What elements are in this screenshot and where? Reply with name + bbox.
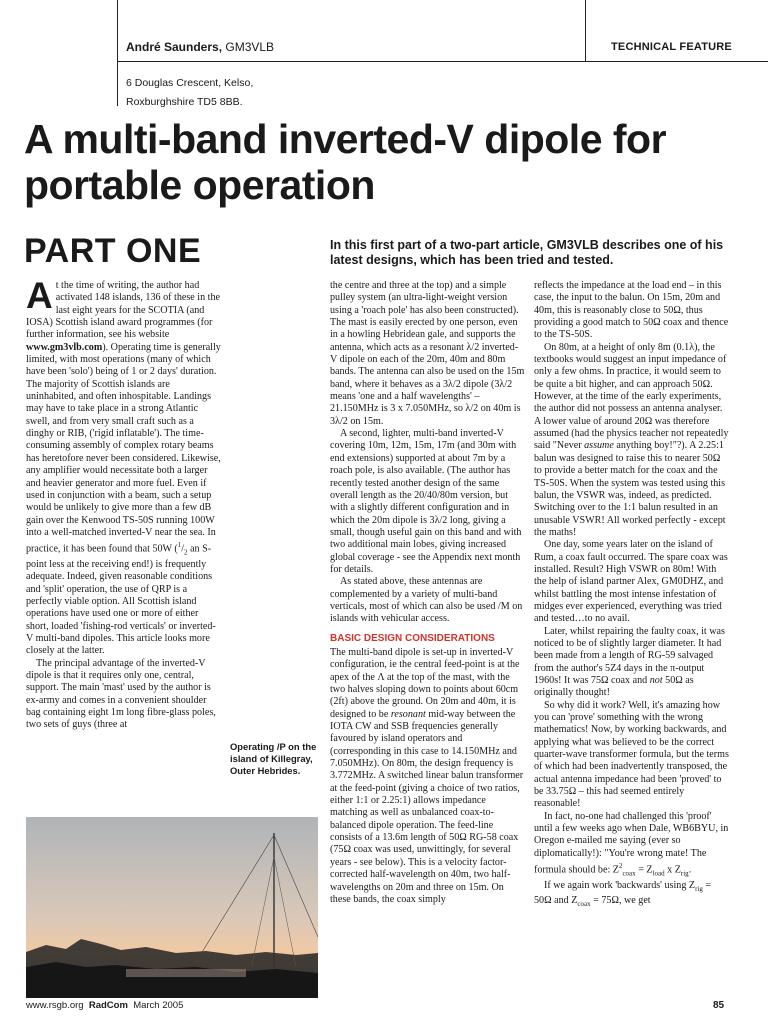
header-left-rule (117, 0, 118, 106)
paragraph: A second, lighter, multi-band inverted-V covering 10m, 12m, 15m, 17m (and 30m with end extensions) supported at about 7m by a roach pole, is also available. (The author has recently tested another design of the same overall length as the 20/40/80m version, but with a slightly different configuration and in which the 20m dipole is 3λ/2 long, giving a small, though useful gain on this band and with two additional main lobes, giving increased global coverage - see the Appendix next month for details. (330, 428, 522, 575)
paragraph: reflects the impedance at the load end – in this case, the input to the balun. On 15m, 20m and 40m, this is reasonably close to 50Ω, thus providing a good match to 50Ω coax and thence to the TS-50S. (534, 280, 729, 341)
paragraph: At the time of writing, the author had activated 148 islands, 136 of these in the last eight years for the SCOTIA (and IOSA) Scottish island award programmes (for further information, see his website www.gm3vlb.com). Operating time is generally limited, with most operations (many of which have been 'solo') being of 1 or 2 days' duration. The majority of Scottish islands are uninhabited, and often inhospitable. Landings may have to take place in a strong Atlantic swell, and from very small craft such as a dinghy or RIB, ('rigid inflatable'). The time-consuming assembly of complex rotary beams has heretofore never been considered. Likewise, any amplifier would necessitate both a larger and heavier generator and more fuel. Even if used in conjunction with a beam, such a setup would be unlikely to give more than a few dB gain over the Kenwood TS-50S running 100W into a well-matched inverted-V near the sea. In practice, it has been found that 50W ($^1/_2$ an S-point less at the receiving end!) is frequently adequate. Indeed, given reasonable conditions and 'split' operation, the use of QRP is a perfectly viable option. All Scottish island operations have used one or more of either short, loaded 'fishing-rod verticals' or inverted-V multi-band dipoles. This article looks more closely at the latter. (26, 275, 221, 657)
paragraph-text: t the time of writing, the author had activated 148 islands, 136 of these in the last eight years for the SCOTIA (and IOSA) Scottish island award programmes (for further information, see his website (26, 280, 220, 341)
sea-reflection (126, 969, 246, 977)
formula-text: = 50Ω and Z (534, 879, 712, 907)
formula-subscript: coax (622, 869, 636, 878)
body-column-1 (26, 275, 222, 732)
emphasis: not (649, 675, 663, 686)
formula-subscript: coax (577, 900, 591, 909)
article-title: A multi-band inverted-V dipole for portable operation (24, 116, 667, 208)
formula-subscript: load (652, 869, 665, 878)
page-number: 85 (713, 1000, 725, 1011)
formula-subscript: rig (695, 884, 703, 893)
paragraph-text: mid-way between the IOTA CW and SSB frequencies generally favoured by island operators and (corresponding in this case to 14.150MHz and 7.050MHz). On 80m, the design frequency is 3.772MHz. A switched linear balun transformer at the feed-point (giving a choice of two ratios, either 1:1 or 2.25:1) allows impedance matching as well as unbalanced coax-to-balanced dipole operation. The feed-line consists of a 13.6m length of 50Ω RG-58 coax (75Ω coax was used, unwittingly, for several years - see below). This is a velocity factor-corrected half-wavelength on 40m, two half-wavelengths on 20m and three on 15m. On these bands, the coax simply (330, 708, 524, 905)
paragraph-text: In fact, no-one had challenged this 'proof' until a few weeks ago when Dale, WB6BYU, in Oregon e-mailed me saying (ever so diplomatically!): "You're wrong mate! The formula should be: Z (534, 810, 729, 876)
island-photo (26, 817, 318, 998)
paragraph-text: = 75Ω, we get (590, 895, 651, 907)
formula-subscript: rig (680, 869, 689, 878)
formula-text: = Z (635, 864, 653, 876)
website-link[interactable]: www.gm3vlb.com (26, 341, 103, 353)
author-name: André Saunders, (126, 40, 223, 54)
paragraph-text: ). Operating time is generally limited, with most operations (many of which have been 'solo') being of 1 or 2 days' duration. The majority of Scottish islands are uninhabited, and often inhospitable. Landings may have to take place in a strong Atlantic swell, and from very small craft such as a dinghy or RIB, ('rigid inflatable'). The time-consuming assembly of complex rotary beams has heretofore never been considered. Likewise, any amplifier would necessitate both a larger and heavier generator and more fuel. Even if used in conjunction with a beam, such a setup would be unlikely to give more than a few dB gain over the Kenwood TS-50S running 100W into a well-matched inverted-V near the sea. In practice, it has been found that 50W ( (26, 341, 221, 555)
part-heading: PART ONE (24, 232, 202, 270)
fraction-denominator: 2 (184, 548, 188, 557)
paragraph-text: Later, whilst repairing the faulty coax, it was noticed to be of slightly larger diameter. It had been made from a length of RG-59 salvaged from the author's 5Z4 days in the π-output 1960s! It was 75Ω coax and (534, 625, 725, 686)
paragraph-text: 50Ω as originally thought! (534, 675, 694, 699)
paragraph (534, 342, 730, 540)
paragraph-text: The multi-band dipole is set-up in inverted-V configuration, ie the central feed-point is at the apex of the Λ at the top of the mast, with the two halves sloping down to points about 60cm (2ft) above the ground. On 20m and 40m, it is designed to be (330, 646, 520, 720)
drop-cap: A (26, 275, 53, 316)
paragraph (330, 647, 525, 906)
page-footer (26, 1000, 183, 1011)
footer-url[interactable]: www.rsgb.org (26, 1000, 84, 1011)
paragraph (534, 880, 730, 911)
paragraph: The principal advantage of the inverted-V dipole is that it requires only one, central, support. The main 'mast' used by the author is ex-army and comes in a convenient shoulder bag containing eight 1m long fibre-glass poles, two sets of guys (three at (26, 657, 216, 731)
fraction-numerator: 1 (177, 541, 182, 550)
emphasis: resonant (390, 708, 426, 720)
body-column-2 (330, 280, 525, 906)
formula-text: x Z (664, 864, 681, 876)
address-line-2: Roxburghshire TD5 8BB. (126, 96, 243, 108)
footer-magazine: RadCom (88, 1000, 128, 1011)
paragraph: One day, some years later on the island of Rum, a coax fault occurred. The spare coax was installed. Result? High VSWR on 80m! With the help of island partner Alex, GM0DHZ, and whilst battling the most intense infestation of midges ever experienced, everything was tried and tested…to no avail. (534, 539, 728, 625)
author-line (126, 40, 274, 54)
formula-text: . (688, 864, 692, 876)
section-subheading: BASIC DESIGN CONSIDERATIONS (330, 632, 495, 644)
section-label: TECHNICAL FEATURE (611, 41, 732, 53)
paragraph-text: an S-point less at the receiving end!) is frequently adequate. Indeed, given reasonable conditions and 'split' operation, the use of QRP is a perfectly viable option. All Scottish island operations have used one or more of either short, loaded 'fishing-rod verticals' or inverted-V multi-band dipoles. This article looks more closely at the latter. (26, 543, 216, 657)
paragraph-text: On 80m, at a height of only 8m (0.1λ), the textbooks would suggest an input impedance of only a few ohms. In practice, it would seem to be quite a bit higher, and can approach 50Ω. However, at the time of the early experiments, the author did not possess an antenna analyser. A lower value of around 20Ω was therefore assumed (had the physics teacher not repeatedly said "Never (534, 341, 729, 452)
paragraph: So why did it work? Well, it's amazing how you can 'prove' something with the wrong mathematics! Now, by working backwards, and applying what was believed to be the correct quarter-wave transformer formula, but the terms of which had been inadvertently transposed, the actual antenna impedance had been 'proved' to be 33.75Ω – this had seemed entirely reasonable! (534, 699, 729, 810)
emphasis: assume (584, 440, 614, 452)
paragraph: As stated above, these antennas are complemented by a variety of multi-band verticals, most of which can also be used /M on islands with vehicular access. (330, 576, 523, 625)
paragraph: the centre and three at the top) and a simple pulley system (an ultra-light-weight version using a 'roach pole' has also been constructed). The mast is easily erected by one person, even in a howling Hebridean gale, and supports the antenna, which acts as a resonant λ/2 inverted-V dipole on each of the 20m, 40m and 80m bands. The antenna can also be used on the 15m band, where it behaves as a 3λ/2 dipole (3λ/2 means 'one and a half wavelengths' – 21.150MHz is 3 x 7.050MHz, so λ/2 on 40m is 3λ/2 on 15m. (330, 280, 525, 427)
paragraph-text: If we again work 'backwards' using Z (544, 879, 696, 891)
footer-date: March 2005 (133, 1000, 184, 1011)
header-underline-rule (117, 61, 768, 62)
paragraph-text: anything boy!"?). A 2.25:1 balun was designed to raise this to nearer 50Ω to provide a better match for the coax and the TS-50S. When the system was tested using this balun, the VSWR was, indeed, as predicted. Switching over to the 1:1 balun resulted in an unusable VSWR! All worked perfectly - except the maths! (534, 440, 726, 538)
formula-superscript: 2 (618, 862, 623, 871)
address-line-1: 6 Douglas Crescent, Kelso, (126, 77, 254, 89)
standfirst: In this first part of a two-part article, GM3VLB describes one of his latest designs, which has been tried and tested. (330, 238, 724, 267)
header-right-rule (585, 0, 586, 62)
photo-caption: Operating /P on the island of Killegray, Outer Hebrides. (230, 741, 317, 776)
body-column-3 (534, 280, 730, 911)
paragraph (534, 626, 730, 700)
author-callsign: GM3VLB (222, 40, 275, 54)
paragraph (534, 811, 730, 880)
author-address (126, 74, 253, 112)
